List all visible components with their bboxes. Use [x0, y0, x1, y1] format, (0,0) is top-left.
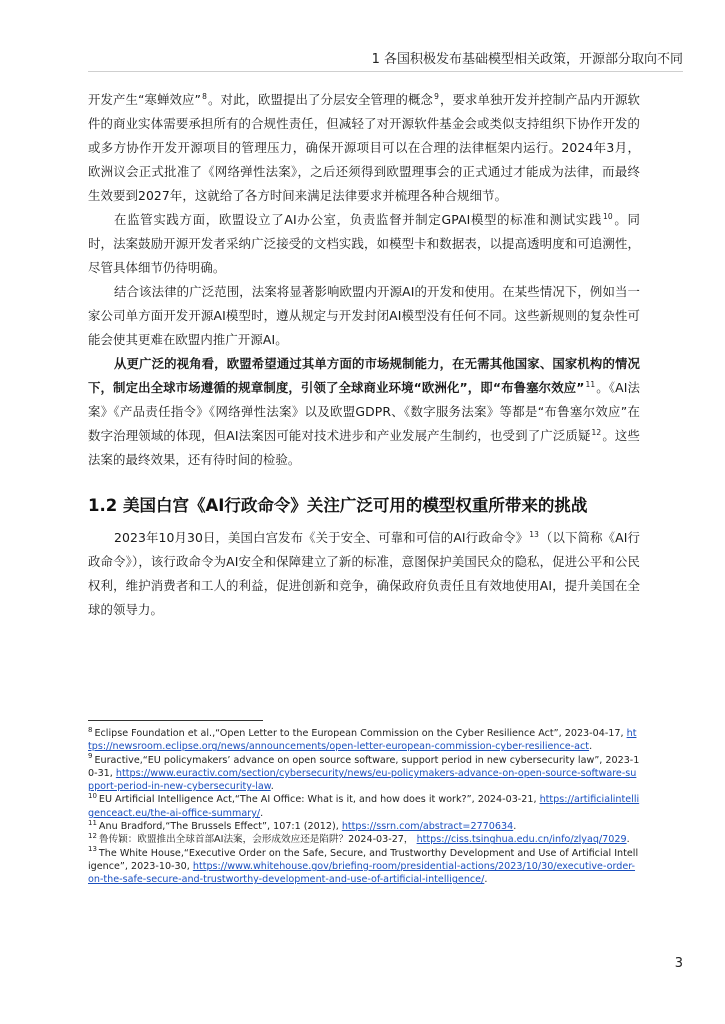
p2-text-b: 。同时，法案鼓励开源开发者采纳广泛接受的文档实践，如模型卡和数据表，以提高透明度和可追溯性，尽管具体细节仍待明确。	[88, 212, 640, 275]
p1-text-a: 开发产生“寒蝉效应”	[88, 92, 202, 107]
footnote-item	[88, 727, 640, 754]
footnote-number: 11	[88, 818, 97, 827]
footnote-item	[88, 847, 640, 887]
p5-text-a: 2023年10月30日，美国白宫发布《关于安全、可靠和可信的AI行政命令》	[114, 530, 529, 545]
footnote-item	[88, 754, 640, 794]
footnotes-section	[88, 720, 640, 887]
footnote-text: Anu Bradford,“The Brussels Effect”, 107:1 (2012),	[98, 821, 339, 833]
footnote-ref-8[interactable]: 8	[202, 91, 207, 101]
footnote-text: EU Artificial Intelligence Act,“The AI Office: What is it, and how does it work?”, 2024-03-21,	[98, 794, 537, 806]
footnote-ref-11[interactable]: 11	[585, 379, 596, 389]
p2-text-a: 在监管实践方面，欧盟设立了AI办公室，负责监督并制定GPAI模型的标准和测试实践	[114, 212, 603, 227]
header-divider	[88, 71, 683, 72]
section-heading: 1.2 美国白宫《AI行政命令》关注广泛可用的模型权重所带来的挑战	[88, 496, 588, 515]
p1-text-b: 。对此，欧盟提出了分层安全管理的概念	[207, 92, 434, 107]
footnote-number: 10	[88, 792, 97, 801]
footnote-item	[88, 820, 640, 833]
footnote-number: 13	[88, 845, 97, 854]
p4-text-a: 。《AI法案》《产品责任指令》《网络弹性法案》以及欧盟GDPR、《数字服务法案》等都是“布鲁塞尔效应”在数字治理领域的体现，但AI法案因可能对技术进步和产业发展产生制约，也受到了广泛质疑	[88, 380, 640, 443]
footnote-end: .	[513, 821, 517, 833]
paragraph-1	[88, 88, 640, 208]
footnote-link[interactable]: https://www.euractiv.com/section/cybersecurity/news/eu-policymakers-advance-on-open-source-software-support-period-in-new-cybersecurity-law	[88, 767, 637, 793]
p3-text: 结合该法律的广泛范围，法案将显著影响欧盟内开源AI的开发和使用。在某些情况下，例如当一家公司单方面开发开源AI模型时，遵从规定与开发封闭AI模型没有任何不同。这些新规则的复杂性可能会使其更难在欧盟内推广开源AI。	[88, 284, 640, 347]
p1-text-c: ，要求单独开发并控制产品内开源软件的商业实体需要承担所有的合规性责任，但减轻了对开源软件基金会或类似支持组织下协作开发的或多方协作开发开源项目的管理压力，确保开源项目可以在合理的法律框架内运行。2024年3月，欧洲议会正式批准了《网络弹性法案》，之后还须得到欧盟理事会的正式通过才能成为法律，而最终生效要到2027年，这就给了各方时间来满足法律要求并梳理各种合规细节。	[88, 92, 640, 203]
footnote-link[interactable]: https://artificialintelligenceact.eu/the-ai-office-summary/	[88, 794, 640, 819]
p4-bold-text: 从更广泛的视角看，欧盟希望通过其单方面的市场规制能力，在无需其他国家、国家机构的情况下，制定出全球市场遵循的规章制度，引领了全球商业环境“欧洲化”，即“布鲁塞尔效应”	[88, 356, 640, 395]
footnote-text: 鲁传颖：欧盟推出全球首部AI法案，会形成效应还是陷阱？2024-03-27，	[98, 834, 414, 846]
paragraph-3	[88, 280, 640, 352]
footnote-end: .	[260, 807, 264, 819]
footnote-ref-13[interactable]: 13	[529, 529, 540, 539]
footnote-text: Eclipse Foundation et al.,“Open Letter to the European Commission on the Cyber Resilience Act”, 2023-04-17,	[94, 728, 624, 739]
paragraph-5	[88, 526, 640, 622]
footnote-link[interactable]: https://www.whitehouse.gov/briefing-room/presidential-actions/2023/10/30/executive-order-on-the-safe-secure-and-trustworthy-development-and-use-of-artificial-intelligence/	[88, 860, 636, 886]
footnote-ref-12[interactable]: 12	[591, 427, 602, 437]
page-number: 3	[674, 956, 683, 971]
footnote-item	[88, 793, 640, 820]
footnote-text: Euractive,“EU policymakers’ advance on open source software, support period in new cybersecurity law”, 2023-10-31,	[88, 754, 640, 779]
running-header: 1 各国积极发布基础模型相关政策，开源部分取向不同	[371, 52, 683, 67]
paragraph-2	[88, 208, 640, 280]
footnote-number: 8	[88, 725, 93, 734]
footnote-ref-10[interactable]: 10	[603, 211, 613, 221]
footnote-end: .	[270, 781, 274, 793]
footnote-end: .	[626, 834, 630, 846]
p4-text-b: 。这些法案的最终效果，还有待时间的检验。	[88, 428, 640, 467]
footnote-link[interactable]: https://ciss.tsinghua.edu.cn/info/zlyaq/7029	[416, 834, 627, 846]
footnote-item	[88, 833, 640, 846]
paragraph-4	[88, 352, 640, 472]
footnote-divider	[88, 720, 263, 721]
footnote-ref-9[interactable]: 9	[434, 91, 439, 101]
p5-text-b: （以下简称《AI行政命令》），该行政命令为AI安全和保障建立了新的标准，意图保护美国民众的隐私，促进公平和公民权利，维护消费者和工人的利益，促进创新和竞争，确保政府负责任且有效地使用AI，提升美国在全球的领导力。	[88, 530, 640, 617]
footnote-number: 12	[88, 832, 97, 841]
footnote-link[interactable]: https://newsroom.eclipse.org/news/announcements/open-letter-european-commission-cyber-resilience-act	[88, 728, 637, 753]
footnote-end: .	[589, 741, 593, 753]
main-content	[88, 88, 640, 622]
footnote-link[interactable]: https://ssrn.com/abstract=2770634	[341, 821, 514, 833]
footnote-number: 9	[88, 752, 93, 761]
footnote-end: .	[484, 874, 488, 886]
footnote-text: The White House,“Executive Order on the Safe, Secure, and Trustworthy Development and Use of Artificial Intelligence”, 2023-10-30,	[88, 847, 639, 872]
